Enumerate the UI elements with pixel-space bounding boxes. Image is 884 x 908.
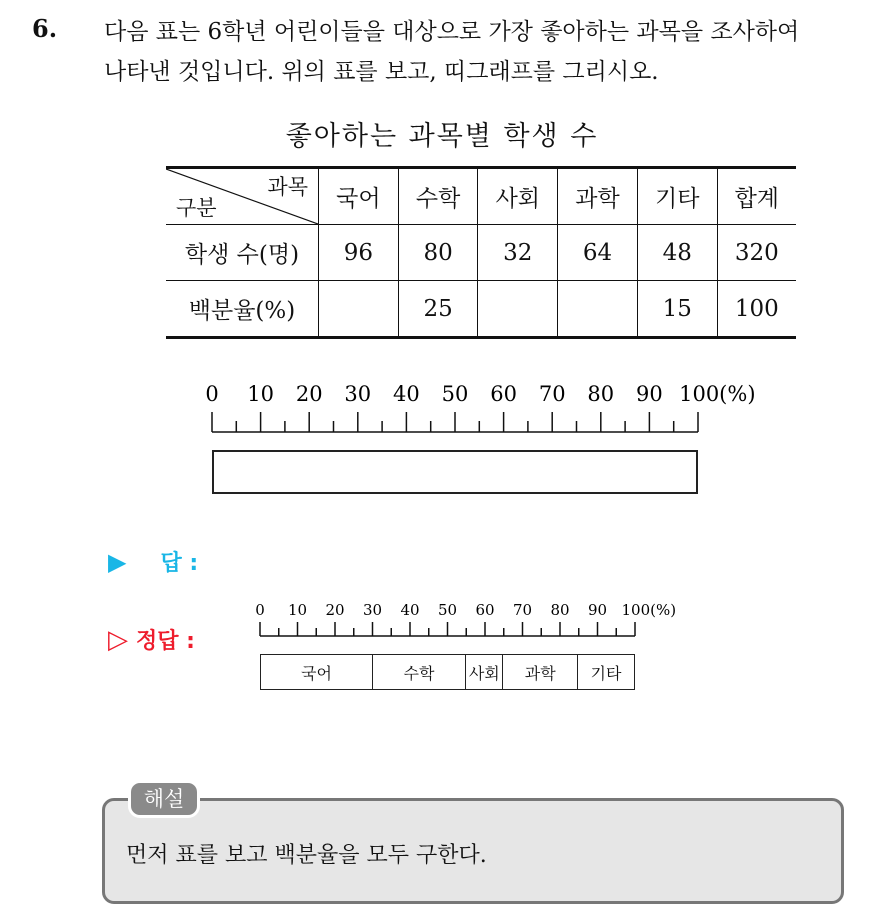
ruler-label: 80 xyxy=(550,601,570,619)
table-cell: 15 xyxy=(637,281,717,338)
ruler-label: 60 xyxy=(475,601,495,619)
ruler-label: 80 xyxy=(587,382,615,406)
band-segment: 사회 xyxy=(466,655,503,689)
correct-answer-area xyxy=(108,624,195,655)
header-corner-cell xyxy=(166,168,319,225)
outline-triangle-icon: ▷ xyxy=(108,625,128,655)
ruler-label: 0 xyxy=(255,601,265,619)
answer-area xyxy=(108,546,198,577)
ruler-label: 10 xyxy=(247,382,274,406)
table-cell: 32 xyxy=(478,225,558,281)
band-segment: 기타 xyxy=(590,663,622,683)
ruler-label: 90 xyxy=(587,601,608,619)
header-corner-bottom: 구분 xyxy=(176,196,217,220)
answer-band-graph xyxy=(260,654,635,690)
percent-ruler xyxy=(205,380,778,434)
ruler-label: 40 xyxy=(400,601,420,619)
empty-band-graph xyxy=(212,450,698,494)
table-cell: 96 xyxy=(319,225,399,281)
question-number: 6. xyxy=(32,14,58,43)
table-cell: 80 xyxy=(398,225,478,281)
question-line-1: 다음 표는 6학년 어린이들을 대상으로 가장 좋아하는 과목을 조사하여 xyxy=(104,19,800,45)
ruler-label: 50 xyxy=(441,382,469,406)
ruler-label: 40 xyxy=(393,382,420,406)
table-cell: 48 xyxy=(637,225,717,281)
explanation-tag: 해설 xyxy=(128,780,200,818)
table-row xyxy=(166,281,796,338)
ruler-label: 0 xyxy=(205,382,219,406)
ruler-label: 30 xyxy=(344,382,372,406)
ruler-label: 50 xyxy=(437,601,458,619)
band-segment: 국어 xyxy=(261,655,373,689)
data-table xyxy=(166,166,796,339)
column-header: 수학 xyxy=(398,168,478,225)
column-header: 기타 xyxy=(637,168,717,225)
table-header-row xyxy=(166,168,796,225)
answer-label: 답 : xyxy=(160,551,199,576)
question-line-2: 나타낸 것입니다. 위의 표를 보고, 띠그래프를 그리시오. xyxy=(104,59,659,85)
ruler-label: 70 xyxy=(538,382,566,406)
ruler-label: 20 xyxy=(325,601,345,619)
ruler-label: 20 xyxy=(295,382,323,406)
table-cell xyxy=(478,281,558,338)
table-title: 좋아하는 과목별 학생 수 xyxy=(285,121,599,152)
answer-percent-ruler xyxy=(255,600,715,638)
explanation-text: 먼저 표를 보고 백분율을 모두 구한다. xyxy=(126,843,487,868)
column-header: 과학 xyxy=(558,168,638,225)
column-header: 사회 xyxy=(478,168,558,225)
ruler-svg xyxy=(255,600,715,638)
ruler-label: 90 xyxy=(636,382,663,406)
row-label: 학생 수(명) xyxy=(166,225,319,281)
band-segment: 수학 xyxy=(373,655,466,689)
correct-answer-label: 정답 : xyxy=(136,629,195,654)
table-cell: 64 xyxy=(558,225,638,281)
table-row xyxy=(166,225,796,281)
table-cell: 320 xyxy=(717,225,796,281)
ruler-label: 30 xyxy=(362,601,383,619)
row-label: 백분율(%) xyxy=(166,281,319,338)
ruler-label: 100(%) xyxy=(679,382,756,406)
table-cell: 25 xyxy=(398,281,478,338)
ruler-label: 10 xyxy=(287,601,308,619)
question-text xyxy=(104,12,874,92)
header-corner-top: 과목 xyxy=(267,175,308,199)
column-header: 국어 xyxy=(319,168,399,225)
table-cell xyxy=(319,281,399,338)
ruler-label: 70 xyxy=(512,601,533,619)
ruler-label: 60 xyxy=(490,382,517,406)
ruler-label: 100(%) xyxy=(621,601,677,619)
table-cell: 100 xyxy=(717,281,796,338)
band-segment: 과학 xyxy=(503,655,578,689)
triangle-icon: ▶ xyxy=(108,548,127,576)
ruler-svg xyxy=(205,380,778,434)
table-cell xyxy=(558,281,638,338)
column-header: 합계 xyxy=(717,168,796,225)
